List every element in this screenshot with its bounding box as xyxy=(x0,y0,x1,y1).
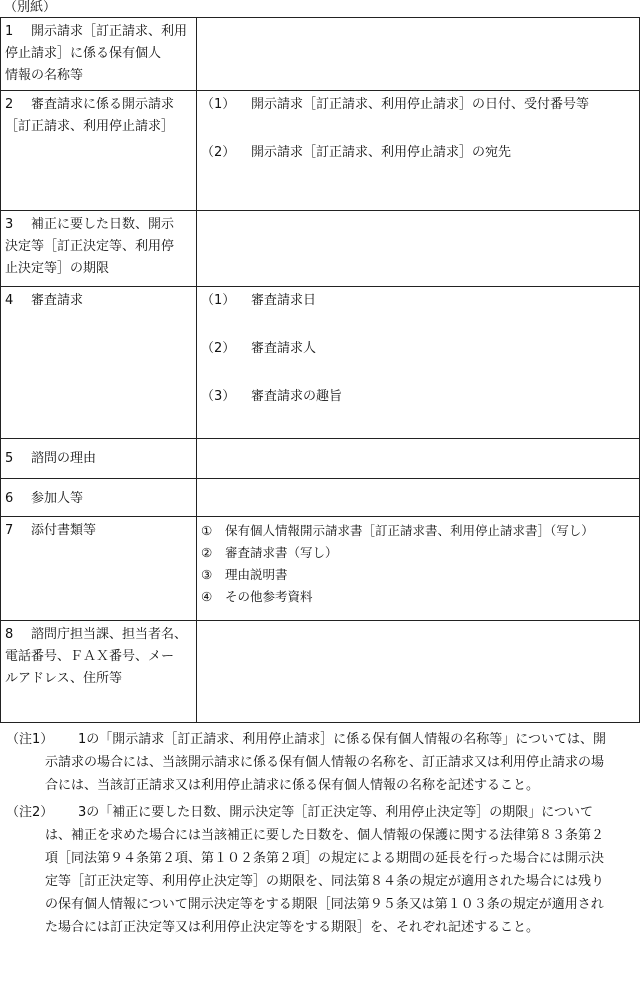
row-number: 7 xyxy=(5,523,14,538)
sub-marker: （2） xyxy=(201,145,236,160)
row-2-label xyxy=(1,91,197,211)
row-number: 2 xyxy=(5,97,14,112)
row-8-content[interactable] xyxy=(197,621,640,723)
sub-item-text: 開示請求［訂正請求、利用停止請求］の宛先 xyxy=(251,145,512,160)
row-number: 6 xyxy=(5,491,14,506)
note-text: 3の「補正に要した日数、開示決定等［訂正決定等、利用停止決定等］の期限」については、補正を求めた場合には当該補正に要した日数を、個人情報の保護に関する法律第８３条第２項［同法第９４条第２項、第１０２条第２項］の規定による期間の延長を行った場合には開示決定等［訂正決定等、利用停止決定等］の期限を、同法第８４条の規定が適用された場合には残りの保有個人情報について開示決定等をする期限［同法第９５条又は第１０３条の規定が適用された場合には訂正決定等又は利用停止決定等をする期限］を、それぞれ記述すること。 xyxy=(45,805,605,935)
row-4-content[interactable] xyxy=(197,287,640,439)
row-number: 1 xyxy=(5,24,14,39)
row-label-line: 電話番号、ＦＡＸ番号、メー xyxy=(5,649,175,664)
row-label-line: 止決定等］の期限 xyxy=(5,261,110,276)
attachment-item: その他参考資料 xyxy=(225,589,313,604)
attachment-item: 保有個人情報開示請求書［訂正請求書、利用停止請求書］（写し） xyxy=(225,523,594,538)
table-row xyxy=(1,18,640,91)
row-label-line: 諮問の理由 xyxy=(31,451,97,466)
sub-marker: （1） xyxy=(201,97,236,112)
table-row xyxy=(1,479,640,517)
row-number: 8 xyxy=(5,627,14,642)
row-label-line: 決定等［訂正決定等、利用停 xyxy=(5,239,175,254)
row-label-line: ルアドレス、住所等 xyxy=(5,671,123,686)
row-4-label xyxy=(1,287,197,439)
row-5-content[interactable] xyxy=(197,439,640,479)
row-1-label xyxy=(1,18,197,91)
row-number: 3 xyxy=(5,217,14,232)
table-row xyxy=(1,517,640,621)
row-label-line: 審査請求 xyxy=(31,293,84,308)
row-8-label xyxy=(1,621,197,723)
row-7-content[interactable] xyxy=(197,517,640,621)
sub-marker: （1） xyxy=(201,293,236,308)
table-row xyxy=(1,621,640,723)
row-label-line: 補正に要した日数、開示 xyxy=(31,217,175,232)
table-row xyxy=(1,287,640,439)
row-label-line: 諮問庁担当課、担当者名、 xyxy=(31,627,188,642)
attachment-item: 理由説明書 xyxy=(225,567,288,582)
table-row xyxy=(1,439,640,479)
table-row xyxy=(1,91,640,211)
table-row xyxy=(1,211,640,287)
sub-item-text: 審査請求人 xyxy=(251,341,317,356)
row-number: 4 xyxy=(5,293,14,308)
sub-marker: （2） xyxy=(201,341,236,356)
attachment-marker: ④ xyxy=(201,589,213,604)
row-label-line: 情報の名称等 xyxy=(5,68,84,83)
row-3-content[interactable] xyxy=(197,211,640,287)
row-label-line: 参加人等 xyxy=(31,491,84,506)
row-6-content[interactable] xyxy=(197,479,640,517)
note-heading: （注1） xyxy=(6,732,54,747)
row-7-label xyxy=(1,517,197,621)
attachment-label: （別紙） xyxy=(4,0,57,15)
row-3-label xyxy=(1,211,197,287)
row-2-content[interactable] xyxy=(197,91,640,211)
sub-item-text: 審査請求日 xyxy=(251,293,317,308)
row-number: 5 xyxy=(5,451,14,466)
note-text: 1の「開示請求［訂正請求、利用停止請求］に係る保有個人情報の名称等」については、開示請求の場合には、当該開示請求に係る保有個人情報の名称を、訂正請求又は利用停止請求の場合には、当該訂正請求又は利用停止請求に係る保有個人情報の名称を記述すること。 xyxy=(45,732,607,793)
note-1 xyxy=(0,728,640,797)
notes-section xyxy=(0,728,640,943)
row-label-line: 開示請求［訂正請求、利用 xyxy=(31,24,188,39)
note-2 xyxy=(0,801,640,939)
attachment-marker: ① xyxy=(201,523,213,538)
attachment-marker: ③ xyxy=(201,567,213,582)
row-6-label xyxy=(1,479,197,517)
note-heading: （注2） xyxy=(6,805,54,820)
row-label-line: ［訂正請求、利用停止請求］ xyxy=(5,119,175,134)
row-label-line: 審査請求に係る開示請求 xyxy=(31,97,175,112)
row-label-line: 添付書類等 xyxy=(31,523,97,538)
sub-item-text: 開示請求［訂正請求、利用停止請求］の日付、受付番号等 xyxy=(251,97,590,112)
sub-item-text: 審査請求の趣旨 xyxy=(251,389,343,404)
row-5-label xyxy=(1,439,197,479)
consultation-form-table xyxy=(0,17,640,723)
row-1-content[interactable] xyxy=(197,18,640,91)
attachment-item: 審査請求書（写し） xyxy=(225,545,338,560)
sub-marker: （3） xyxy=(201,389,236,404)
attachment-marker: ② xyxy=(201,545,213,560)
row-label-line: 停止請求］に係る保有個人 xyxy=(5,46,162,61)
